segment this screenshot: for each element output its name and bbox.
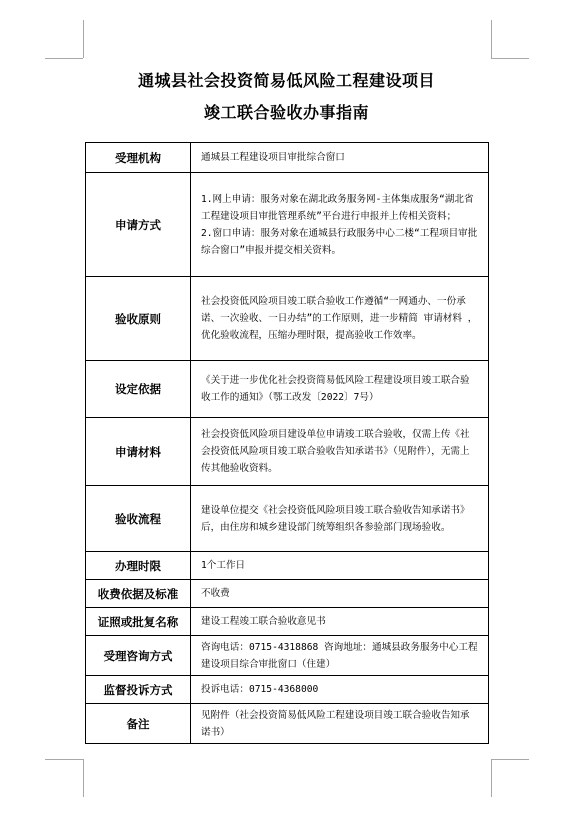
table-row <box>86 173 489 277</box>
crop-mark <box>45 58 83 59</box>
table-row <box>86 636 489 676</box>
table-row <box>86 676 489 704</box>
row-content-text: 咨询电话：0715-4318868 咨询地址：通城县政务服务中心工程建设项目综合审批窗口（住建） <box>201 641 478 670</box>
row-content <box>191 608 489 636</box>
table-row <box>86 486 489 552</box>
table-row <box>86 704 489 744</box>
crop-mark <box>491 759 529 760</box>
row-content-text: 建设单位提交《社会投资低风险项目竣工联合验收告知承诺书》后，由住房和城乡建设部门统筹组织各参验部门现场验收。 <box>201 504 470 533</box>
document-title-line-1: 通城县社会投资简易低风险工程建设项目 <box>137 71 435 90</box>
table-row <box>86 608 489 636</box>
document-title-line-2: 竣工联合验收办事指南 <box>203 103 369 122</box>
row-content-text: 不收费 <box>201 588 230 599</box>
row-label: 受理咨询方式 <box>86 636 191 676</box>
crop-mark <box>83 20 84 58</box>
row-content <box>191 418 489 486</box>
row-label: 证照或批复名称 <box>86 608 191 636</box>
row-content-text: 投诉电话：0715-4368000 <box>201 684 319 695</box>
row-content <box>191 580 489 608</box>
table-row <box>86 580 489 608</box>
crop-mark <box>491 759 492 797</box>
row-label: 监督投诉方式 <box>86 676 191 704</box>
row-content-text: 《关于进一步优化社会投资简易低风险工程建设项目竣工联合验收工作的通知》（鄂工改发〔2022〕7号） <box>201 375 470 403</box>
row-content-text: 通城县工程建设项目审批综合窗口 <box>201 152 345 163</box>
row-content-text: 建设工程竣工联合验收意见书 <box>201 616 326 627</box>
row-label: 办理时限 <box>86 552 191 580</box>
row-content <box>191 486 489 552</box>
table-row <box>86 277 489 361</box>
row-label: 设定依据 <box>86 361 191 418</box>
crop-mark <box>45 759 83 760</box>
guide-table <box>85 142 489 744</box>
crop-mark <box>491 20 492 58</box>
row-content-text: 社会投资低风险项目竣工联合验收工作遵循“一网通办、一份承诺、一次验收、一日办结”的工作原则，进一步精简 审请材料 ，优化验收流程，压缩办理时限，提高验收工作效率。 <box>201 296 478 341</box>
row-content <box>191 636 489 676</box>
row-content-text: 1.网上申请：服务对象在湖北政务服务网-主体集成服务“湖北省工程建设项目审批管理系统”平台进行申报并上传相关资料； <box>201 193 474 222</box>
row-content <box>191 704 489 744</box>
row-label: 备注 <box>86 704 191 744</box>
table-row <box>86 143 489 173</box>
row-content <box>191 143 489 173</box>
row-content <box>191 552 489 580</box>
row-content-text: 2.窗口申请：服务对象在通城县行政服务中心二楼“工程项目审批综合窗口”申报并提交相关资料。 <box>201 227 478 256</box>
table-row <box>86 418 489 486</box>
row-content <box>191 277 489 361</box>
row-content <box>191 676 489 704</box>
row-label: 申请方式 <box>86 173 191 277</box>
row-content <box>191 173 489 277</box>
table-row <box>86 361 489 418</box>
row-label: 申请材料 <box>86 418 191 486</box>
row-label: 受理机构 <box>86 143 191 173</box>
table-row <box>86 552 489 580</box>
row-label: 收费依据及标准 <box>86 580 191 608</box>
row-content-text: 见附件（社会投资简易低风险工程建设项目竣工联合验收告知承诺书） <box>201 709 470 738</box>
row-label: 验收流程 <box>86 486 191 552</box>
crop-mark <box>83 759 84 797</box>
row-content <box>191 361 489 418</box>
row-content-text: 1个工作日 <box>201 560 246 571</box>
crop-mark <box>491 58 529 59</box>
row-label: 验收原则 <box>86 277 191 361</box>
row-content-text: 社会投资低风险项目建设单位申请竣工联合验收，仅需上传《社会投资低风险项目竣工联合验收告知承诺书》（见附件），无需上传其他验收资料。 <box>201 429 470 474</box>
